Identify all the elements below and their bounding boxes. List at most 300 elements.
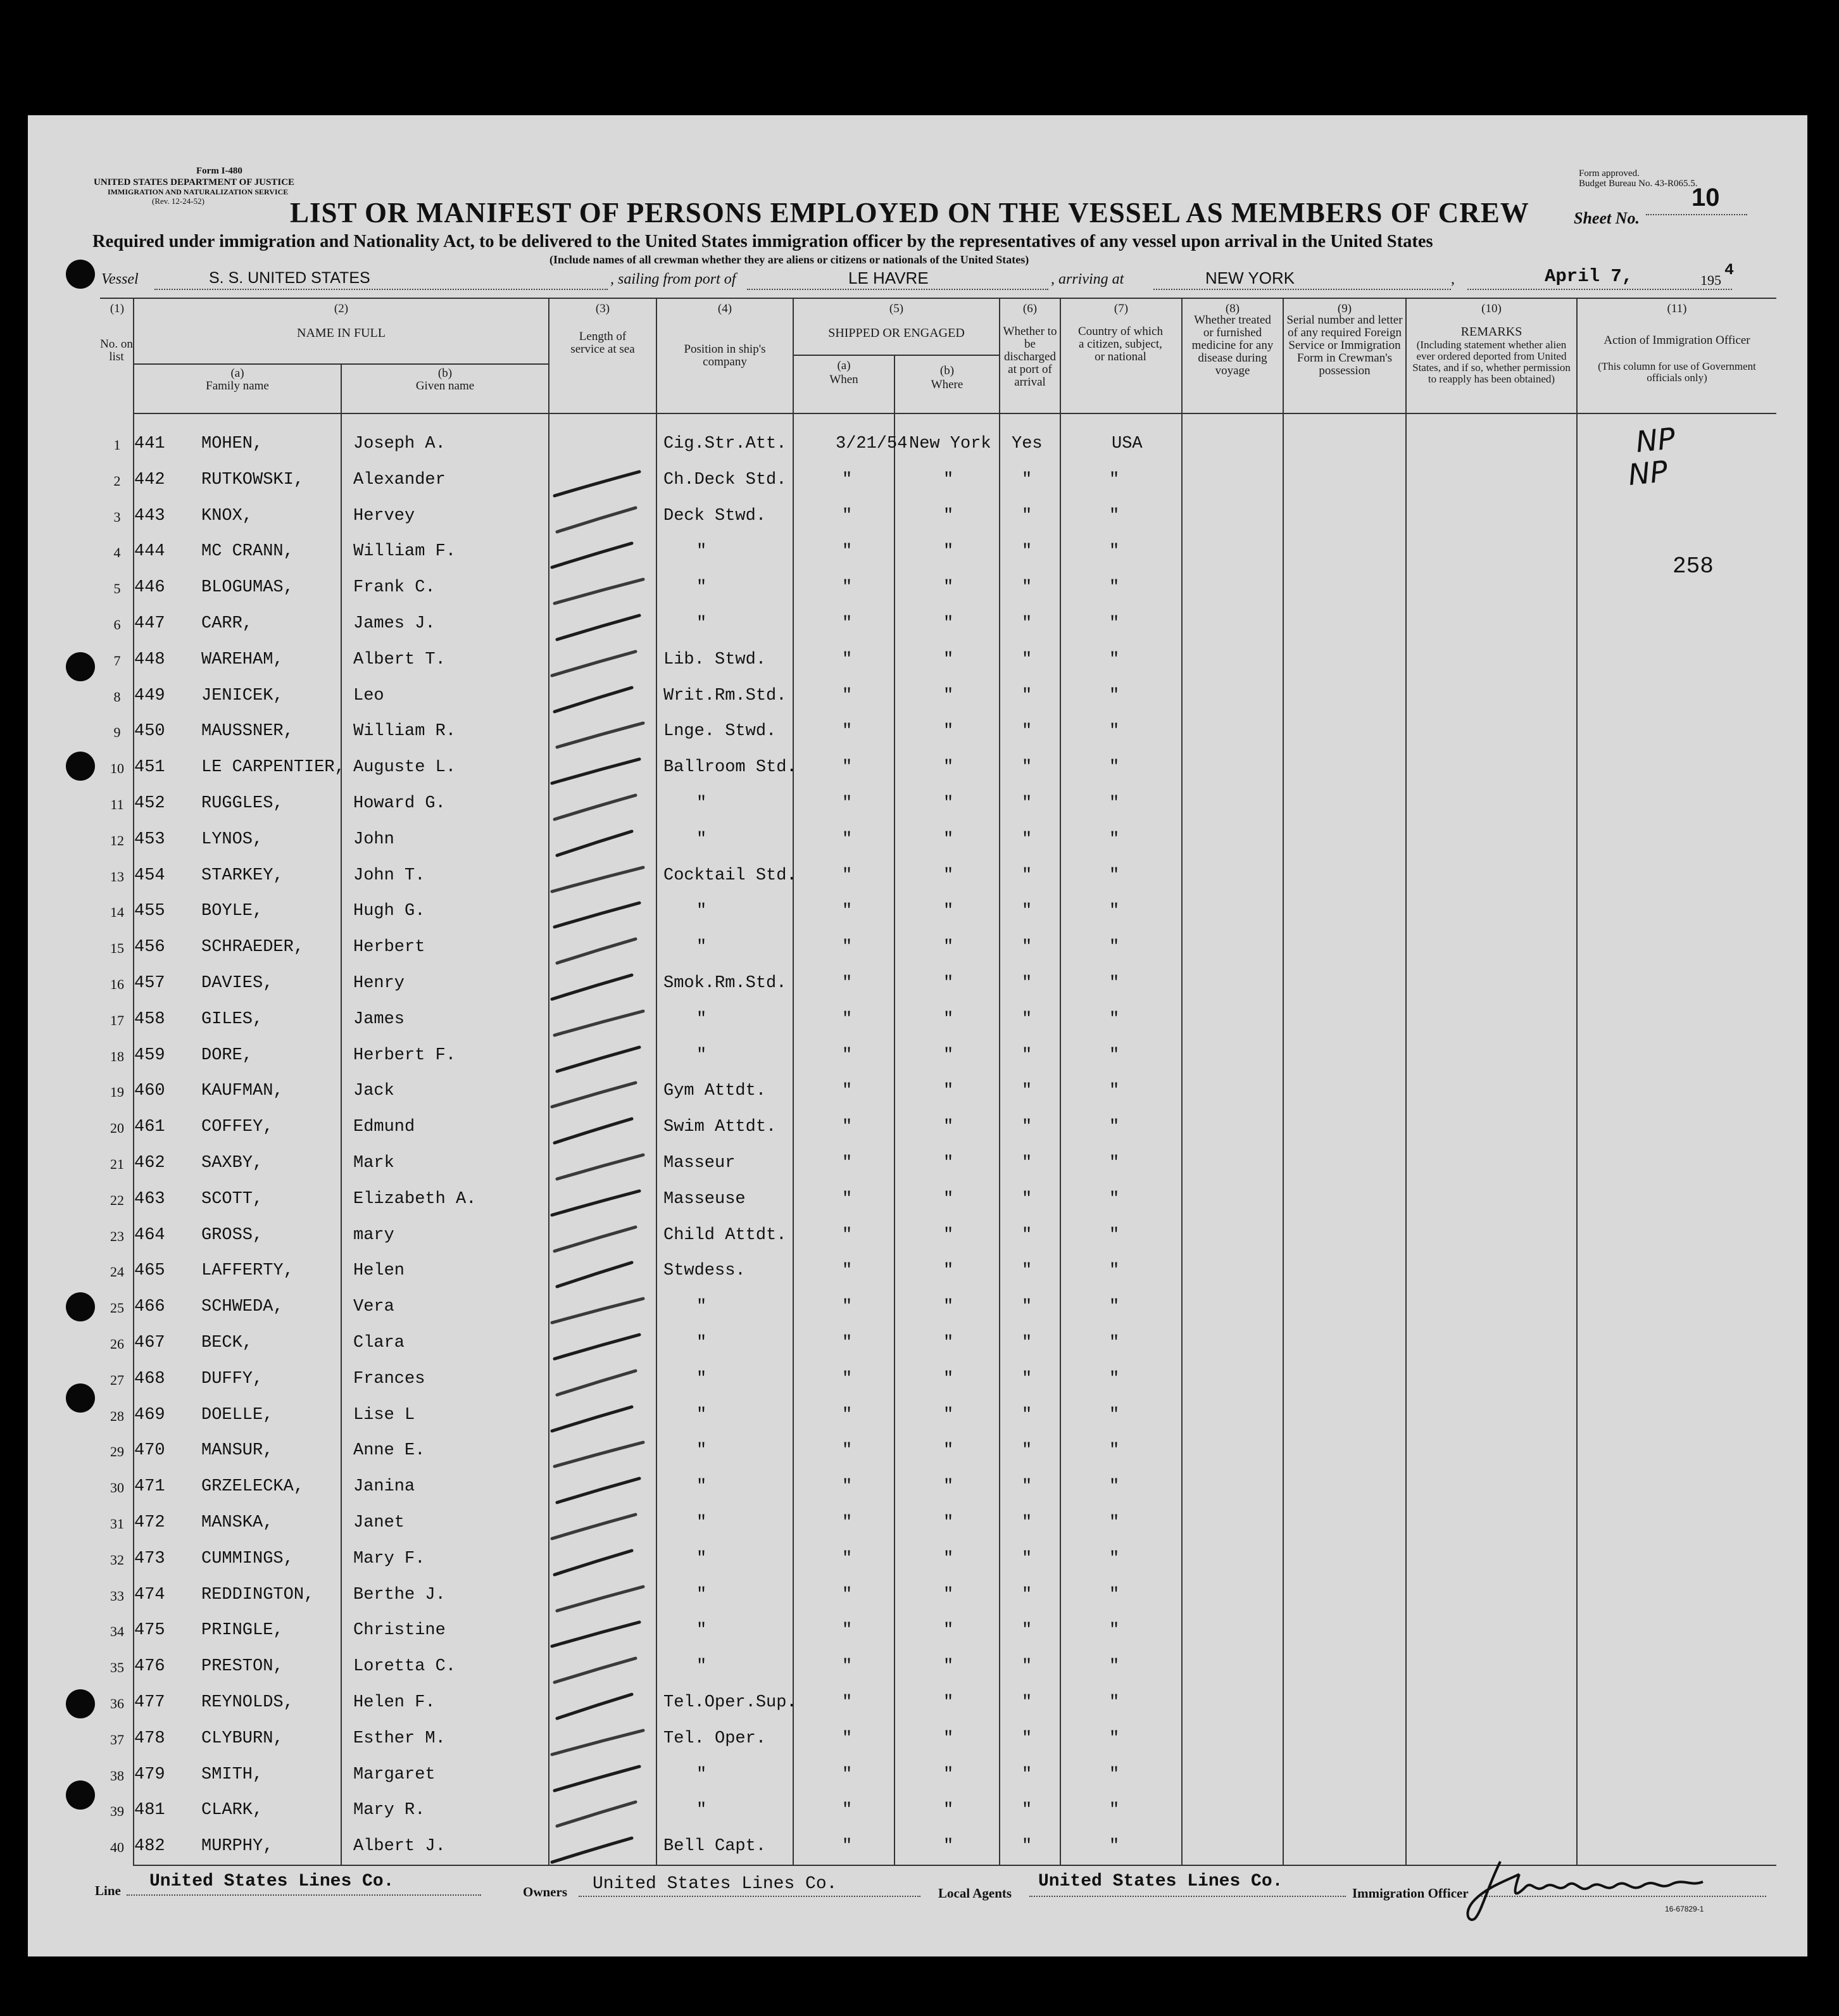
cell-family: RUTKOWSKI, xyxy=(201,470,304,489)
cell-where: " xyxy=(943,1297,954,1316)
check-mark xyxy=(555,1227,636,1251)
cell-position: " xyxy=(696,1621,707,1640)
cell-id: 469 xyxy=(134,1406,165,1425)
cell-position: " xyxy=(696,794,707,813)
cell-country: " xyxy=(1109,1549,1120,1568)
cell-country: " xyxy=(1109,866,1120,885)
cell-position: Deck Stwd. xyxy=(663,507,767,526)
cell-discharged: " xyxy=(1022,650,1032,669)
cell-where: " xyxy=(943,1837,954,1856)
col10-number: (10) xyxy=(1481,302,1502,315)
cell-position: Stwdess. xyxy=(663,1261,746,1280)
cell-family: SMITH, xyxy=(201,1765,263,1784)
cell-when: " xyxy=(842,1081,853,1100)
cell-family: STARKEY, xyxy=(201,866,284,885)
cell-position: " xyxy=(696,1549,707,1568)
cell-family: CLYBURN, xyxy=(201,1729,284,1748)
cell-when: " xyxy=(842,1585,853,1604)
col4-number: (4) xyxy=(717,302,732,315)
cell-discharged: " xyxy=(1022,902,1032,921)
cell-country: " xyxy=(1109,1081,1120,1100)
cell-given: Mary F. xyxy=(353,1549,425,1568)
cell-family: MOHEN, xyxy=(201,434,263,453)
cell-given: Hugh G. xyxy=(353,902,425,921)
cell-country: " xyxy=(1109,1513,1120,1532)
check-mark xyxy=(557,615,639,639)
cell-where: " xyxy=(943,1585,954,1604)
check-mark xyxy=(552,652,636,676)
col5a-letter: (a) xyxy=(837,359,851,372)
cell-country: " xyxy=(1109,1333,1120,1352)
cell-given: Auguste L. xyxy=(353,758,456,777)
cell-discharged: " xyxy=(1022,1765,1032,1784)
cell-given: Jack xyxy=(353,1081,394,1100)
cell-country: " xyxy=(1109,1297,1120,1316)
cell-family: DUFFY, xyxy=(201,1370,263,1389)
cell-family: DORE, xyxy=(201,1046,253,1065)
cell-family: CARR, xyxy=(201,614,253,633)
cell-id: 457 xyxy=(134,974,165,993)
cell-n: 25 xyxy=(110,1300,124,1316)
np-annotation: NP xyxy=(1634,420,1677,460)
cell-id: 447 xyxy=(134,614,165,633)
col8-number: (8) xyxy=(1225,302,1240,315)
col3-number: (3) xyxy=(595,302,610,315)
cell-when: " xyxy=(842,1154,853,1173)
check-mark xyxy=(552,1622,639,1646)
cell-id: 460 xyxy=(134,1081,165,1100)
cell-id: 473 xyxy=(134,1549,165,1568)
check-mark xyxy=(557,1371,636,1395)
cell-n: 8 xyxy=(113,689,121,705)
cell-country: " xyxy=(1109,1477,1120,1496)
cell-family: GILES, xyxy=(201,1010,263,1029)
cell-when: " xyxy=(842,1549,853,1568)
local-agents-value: United States Lines Co. xyxy=(1038,1872,1283,1891)
cell-discharged: " xyxy=(1022,507,1032,526)
cell-when: " xyxy=(842,1370,853,1389)
cell-where: " xyxy=(943,1333,954,1352)
cell-where: New York xyxy=(909,434,991,453)
document-title: LIST OR MANIFEST OF PERSONS EMPLOYED ON THE VESSEL AS MEMBERS OF CREW xyxy=(290,197,1529,229)
col1-header: No. on list xyxy=(100,337,133,363)
cell-where: " xyxy=(943,758,954,777)
sheet-label: Sheet No. xyxy=(1574,209,1640,227)
cell-given: Herbert xyxy=(353,938,425,957)
cell-country: " xyxy=(1109,938,1120,957)
cell-when: " xyxy=(842,1226,853,1245)
check-mark xyxy=(555,903,639,927)
cell-n: 15 xyxy=(110,940,124,956)
cell-when: " xyxy=(842,507,853,526)
cell-where: " xyxy=(943,1046,954,1065)
cell-family: CUMMINGS, xyxy=(201,1549,294,1568)
cell-where: " xyxy=(943,1190,954,1209)
cell-country: " xyxy=(1109,1261,1120,1280)
immigration-officer-label: Immigration Officer xyxy=(1352,1886,1469,1901)
cell-id: 477 xyxy=(134,1693,165,1712)
cell-family: MAUSSNER, xyxy=(201,722,294,741)
check-mark xyxy=(555,1119,632,1143)
port-of-arrival: NEW YORK xyxy=(1205,268,1295,287)
cell-family: LAFFERTY, xyxy=(201,1261,294,1280)
cell-family: DAVIES, xyxy=(201,974,273,993)
cell-discharged: " xyxy=(1022,1729,1032,1748)
cell-country: " xyxy=(1109,1621,1120,1640)
check-mark xyxy=(552,1838,632,1862)
cell-id: 476 xyxy=(134,1657,165,1676)
check-mark xyxy=(552,1730,643,1755)
cell-position: " xyxy=(696,542,707,561)
cell-given: Hervey xyxy=(353,507,415,526)
cell-when: " xyxy=(842,866,853,885)
owners-value: United States Lines Co. xyxy=(593,1874,838,1894)
check-mark xyxy=(557,939,636,963)
cell-family: GROSS, xyxy=(201,1226,263,1245)
cell-where: " xyxy=(943,470,954,489)
cell-id: 472 xyxy=(134,1513,165,1532)
cell-when: " xyxy=(842,1477,853,1496)
cell-country: " xyxy=(1109,1046,1120,1065)
cell-when: " xyxy=(842,1513,853,1532)
cell-where: " xyxy=(943,1729,954,1748)
cell-discharged: " xyxy=(1022,578,1032,597)
cell-id: 451 xyxy=(134,758,165,777)
cell-discharged: " xyxy=(1022,794,1032,813)
cell-when: 3/21/54 xyxy=(836,434,908,453)
cell-given: Vera xyxy=(353,1297,394,1316)
cell-family: CLARK, xyxy=(201,1801,263,1820)
check-mark xyxy=(555,795,636,819)
line-label: Line xyxy=(95,1883,121,1898)
cell-where: " xyxy=(943,542,954,561)
cell-when: " xyxy=(842,578,853,597)
cell-when: " xyxy=(842,1190,853,1209)
cell-position: " xyxy=(696,1010,707,1029)
cell-given: Anne E. xyxy=(353,1441,425,1460)
check-mark xyxy=(552,759,639,783)
cell-position: " xyxy=(696,1657,707,1676)
cell-country: " xyxy=(1109,722,1120,741)
cell-discharged: " xyxy=(1022,1801,1032,1820)
cell-when: " xyxy=(842,1657,853,1676)
cell-family: MC CRANN, xyxy=(201,542,294,561)
line-underline xyxy=(127,1894,481,1896)
cell-country: " xyxy=(1109,1010,1120,1029)
check-mark xyxy=(557,1047,639,1071)
cell-given: Howard G. xyxy=(353,794,446,813)
check-mark xyxy=(555,579,643,603)
col2-number: (2) xyxy=(334,302,349,315)
col7-number: (7) xyxy=(1114,302,1129,315)
cell-discharged: " xyxy=(1022,1154,1032,1173)
cell-where: " xyxy=(943,1513,954,1532)
cell-country: " xyxy=(1109,1585,1120,1604)
cell-given: Margaret xyxy=(353,1765,436,1784)
cell-n: 30 xyxy=(110,1480,124,1496)
cell-id: 446 xyxy=(134,578,165,597)
cell-country: " xyxy=(1109,1693,1120,1712)
cell-when: " xyxy=(842,758,853,777)
cell-discharged: " xyxy=(1022,1261,1032,1280)
cell-family: GRZELECKA, xyxy=(201,1477,304,1496)
cell-discharged: " xyxy=(1022,866,1032,885)
cell-n: 5 xyxy=(113,581,121,596)
cell-given: James xyxy=(353,1010,405,1029)
cell-when: " xyxy=(842,1046,853,1065)
cell-given: Alexander xyxy=(353,470,446,489)
cell-family: KNOX, xyxy=(201,507,253,526)
cell-n: 16 xyxy=(110,976,124,992)
cell-where: " xyxy=(943,1441,954,1460)
cell-given: John T. xyxy=(353,866,425,885)
cell-country: " xyxy=(1109,1190,1120,1209)
check-mark xyxy=(552,1191,639,1215)
cell-where: " xyxy=(943,1226,954,1245)
cell-when: " xyxy=(842,1406,853,1425)
cell-country: " xyxy=(1109,1729,1120,1748)
cell-family: BECK, xyxy=(201,1333,253,1352)
cell-n: 24 xyxy=(110,1264,124,1280)
cell-discharged: " xyxy=(1022,1190,1032,1209)
cell-given: Janet xyxy=(353,1513,405,1532)
cell-discharged: " xyxy=(1022,722,1032,741)
cell-where: " xyxy=(943,722,954,741)
cell-family: WAREHAM, xyxy=(201,650,284,669)
col8-header: Whether treated or furnished medicine for any disease during voyage xyxy=(1191,313,1274,377)
cell-position: Bell Capt. xyxy=(663,1837,767,1856)
cell-where: " xyxy=(943,974,954,993)
cell-when: " xyxy=(842,902,853,921)
col5-number: (5) xyxy=(889,302,904,315)
cell-where: " xyxy=(943,614,954,633)
agents-underline xyxy=(1029,1896,1346,1897)
cell-discharged: " xyxy=(1022,1081,1032,1100)
cell-when: " xyxy=(842,686,853,705)
cell-n: 1 xyxy=(113,437,121,453)
cell-country: " xyxy=(1109,507,1120,526)
cell-country: " xyxy=(1109,758,1120,777)
cell-country: " xyxy=(1109,1801,1120,1820)
cell-n: 19 xyxy=(110,1084,124,1100)
cell-position: " xyxy=(696,1441,707,1460)
cell-given: Clara xyxy=(353,1333,405,1352)
cell-position: Ballroom Std. xyxy=(663,758,797,777)
cell-id: 459 xyxy=(134,1046,165,1065)
cell-given: Lise L xyxy=(353,1406,415,1425)
cell-n: 20 xyxy=(110,1120,124,1136)
cell-where: " xyxy=(943,1406,954,1425)
col11-header: Action of Immigration Officer xyxy=(1604,334,1750,347)
service: IMMIGRATION AND NATURALIZATION SERVICE xyxy=(108,187,289,196)
cell-given: Mary R. xyxy=(353,1801,425,1820)
cell-id: 465 xyxy=(134,1261,165,1280)
cell-position: Swim Attdt. xyxy=(663,1118,777,1137)
check-mark xyxy=(555,1442,643,1466)
np-annotation: NP xyxy=(1626,453,1669,493)
check-mark xyxy=(557,723,643,747)
print-code: 16-67829-1 xyxy=(1665,1905,1704,1913)
cell-n: 17 xyxy=(110,1012,124,1028)
cell-when: " xyxy=(842,722,853,741)
cell-country: " xyxy=(1109,902,1120,921)
owners-label: Owners xyxy=(523,1884,567,1899)
cell-where: " xyxy=(943,1081,954,1100)
cell-given: Frances xyxy=(353,1370,425,1389)
cell-id: 454 xyxy=(134,866,165,885)
check-mark xyxy=(555,1551,632,1575)
cell-given: John xyxy=(353,830,394,849)
col2b-header: Given name xyxy=(415,379,475,393)
form-approved: Form approved. xyxy=(1579,168,1640,179)
cell-n: 32 xyxy=(110,1552,124,1568)
col2b-letter: (b) xyxy=(437,367,453,380)
cell-when: " xyxy=(842,614,853,633)
cell-family: KAUFMAN, xyxy=(201,1081,284,1100)
cell-position: Lib. Stwd. xyxy=(663,650,767,669)
cell-family: SAXBY, xyxy=(201,1154,263,1173)
cell-where: " xyxy=(943,1693,954,1712)
year-prefix: 195 xyxy=(1700,272,1721,288)
cell-where: " xyxy=(943,507,954,526)
cell-given: Albert T. xyxy=(353,650,446,669)
col11-number: (11) xyxy=(1667,302,1687,315)
cell-position: Child Attdt. xyxy=(663,1226,787,1245)
cell-given: Esther M. xyxy=(353,1729,446,1748)
cell-position: " xyxy=(696,578,707,597)
cell-discharged: " xyxy=(1022,974,1032,993)
cell-id: 455 xyxy=(134,902,165,921)
cell-given: Edmund xyxy=(353,1118,415,1137)
cell-given: William F. xyxy=(353,542,456,561)
cell-given: William R. xyxy=(353,722,456,741)
cell-when: " xyxy=(842,1765,853,1784)
cell-n: 29 xyxy=(110,1444,124,1459)
check-mark xyxy=(555,1335,639,1359)
cell-id: 449 xyxy=(134,686,165,705)
cell-discharged: " xyxy=(1022,938,1032,957)
cell-country: " xyxy=(1109,686,1120,705)
cell-position: " xyxy=(696,614,707,633)
col2a-letter: (a) xyxy=(230,367,244,380)
col6-header: Whether to be discharged at port of arrival xyxy=(1003,325,1057,389)
cell-country: " xyxy=(1109,470,1120,489)
cell-country: " xyxy=(1109,542,1120,561)
cell-discharged: Yes xyxy=(1012,434,1043,453)
col4-header: Position in ship's company xyxy=(684,343,766,369)
cell-given: Henry xyxy=(353,974,405,993)
cell-n: 12 xyxy=(110,833,124,848)
check-mark xyxy=(552,1407,632,1431)
cell-id: 462 xyxy=(134,1154,165,1173)
cell-where: " xyxy=(943,650,954,669)
cell-when: " xyxy=(842,1010,853,1029)
col5b-header: Where xyxy=(931,378,963,391)
cell-family: REDDINGTON, xyxy=(201,1585,315,1604)
cell-position: " xyxy=(696,1801,707,1820)
cell-id: 450 xyxy=(134,722,165,741)
cell-given: Christine xyxy=(353,1621,446,1640)
cell-discharged: " xyxy=(1022,470,1032,489)
cell-n: 6 xyxy=(113,617,121,633)
cell-discharged: " xyxy=(1022,1585,1032,1604)
cell-discharged: " xyxy=(1022,1297,1032,1316)
check-mark xyxy=(552,975,632,999)
cell-where: " xyxy=(943,1118,954,1137)
cell-where: " xyxy=(943,1261,954,1280)
check-mark xyxy=(557,1694,632,1718)
sailing-label: , sailing from port of xyxy=(610,271,736,287)
cell-discharged: " xyxy=(1022,1441,1032,1460)
cell-position: " xyxy=(696,1370,707,1389)
col5-header: SHIPPED OR ENGAGED xyxy=(828,326,965,340)
arriving-label: , arriving at xyxy=(1051,271,1124,287)
line-value: United States Lines Co. xyxy=(149,1872,394,1891)
cell-id: 453 xyxy=(134,830,165,849)
col11-subheader: (This column for use of Government officials only) xyxy=(1598,360,1756,384)
col5a-header: When xyxy=(829,373,858,386)
col7-header: Country of which a citizen, subject, or national xyxy=(1077,325,1164,363)
cell-country: " xyxy=(1109,974,1120,993)
cell-position: " xyxy=(696,1585,707,1604)
cell-position: " xyxy=(696,830,707,849)
cell-id: 452 xyxy=(134,794,165,813)
cell-when: " xyxy=(842,794,853,813)
form-number: Form I-480 xyxy=(196,166,242,176)
cell-n: 22 xyxy=(110,1192,124,1208)
cell-where: " xyxy=(943,866,954,885)
cell-family: PRINGLE, xyxy=(201,1621,284,1640)
cell-discharged: " xyxy=(1022,758,1032,777)
cell-id: 441 xyxy=(134,434,165,453)
cell-given: Helen F. xyxy=(353,1693,436,1712)
cell-where: " xyxy=(943,938,954,957)
cell-when: " xyxy=(842,830,853,849)
cell-where: " xyxy=(943,1477,954,1496)
cell-n: 36 xyxy=(110,1696,124,1711)
col6-number: (6) xyxy=(1022,302,1038,315)
cell-given: Loretta C. xyxy=(353,1657,456,1676)
sheet-number: 10 xyxy=(1692,184,1720,211)
cell-family: MURPHY, xyxy=(201,1837,273,1856)
check-mark xyxy=(557,831,632,855)
cell-country: " xyxy=(1109,1441,1120,1460)
cell-discharged: " xyxy=(1022,1621,1032,1640)
col2a-header: Family name xyxy=(206,379,269,393)
cell-id: 463 xyxy=(134,1190,165,1209)
cell-n: 4 xyxy=(113,545,121,560)
check-mark xyxy=(552,543,632,567)
cell-n: 10 xyxy=(110,760,124,776)
cell-n: 14 xyxy=(110,904,124,920)
col1-number: (1) xyxy=(110,302,125,315)
cell-family: SCHRAEDER, xyxy=(201,938,304,957)
cell-position: Lnge. Stwd. xyxy=(663,722,777,741)
col5b-letter: (b) xyxy=(939,364,955,377)
cell-position: Tel.Oper.Sup. xyxy=(663,1693,797,1712)
cell-country: " xyxy=(1109,650,1120,669)
port-of-departure: LE HAVRE xyxy=(848,268,929,287)
cell-position: " xyxy=(696,1765,707,1784)
check-mark xyxy=(555,1658,636,1682)
cell-country: " xyxy=(1109,1657,1120,1676)
vessel-name: S. S. UNITED STATES xyxy=(209,269,370,287)
check-mark xyxy=(552,1299,643,1323)
check-mark xyxy=(555,1011,643,1035)
cell-discharged: " xyxy=(1022,830,1032,849)
cell-when: " xyxy=(842,1837,853,1856)
cell-family: MANSUR, xyxy=(201,1441,273,1460)
